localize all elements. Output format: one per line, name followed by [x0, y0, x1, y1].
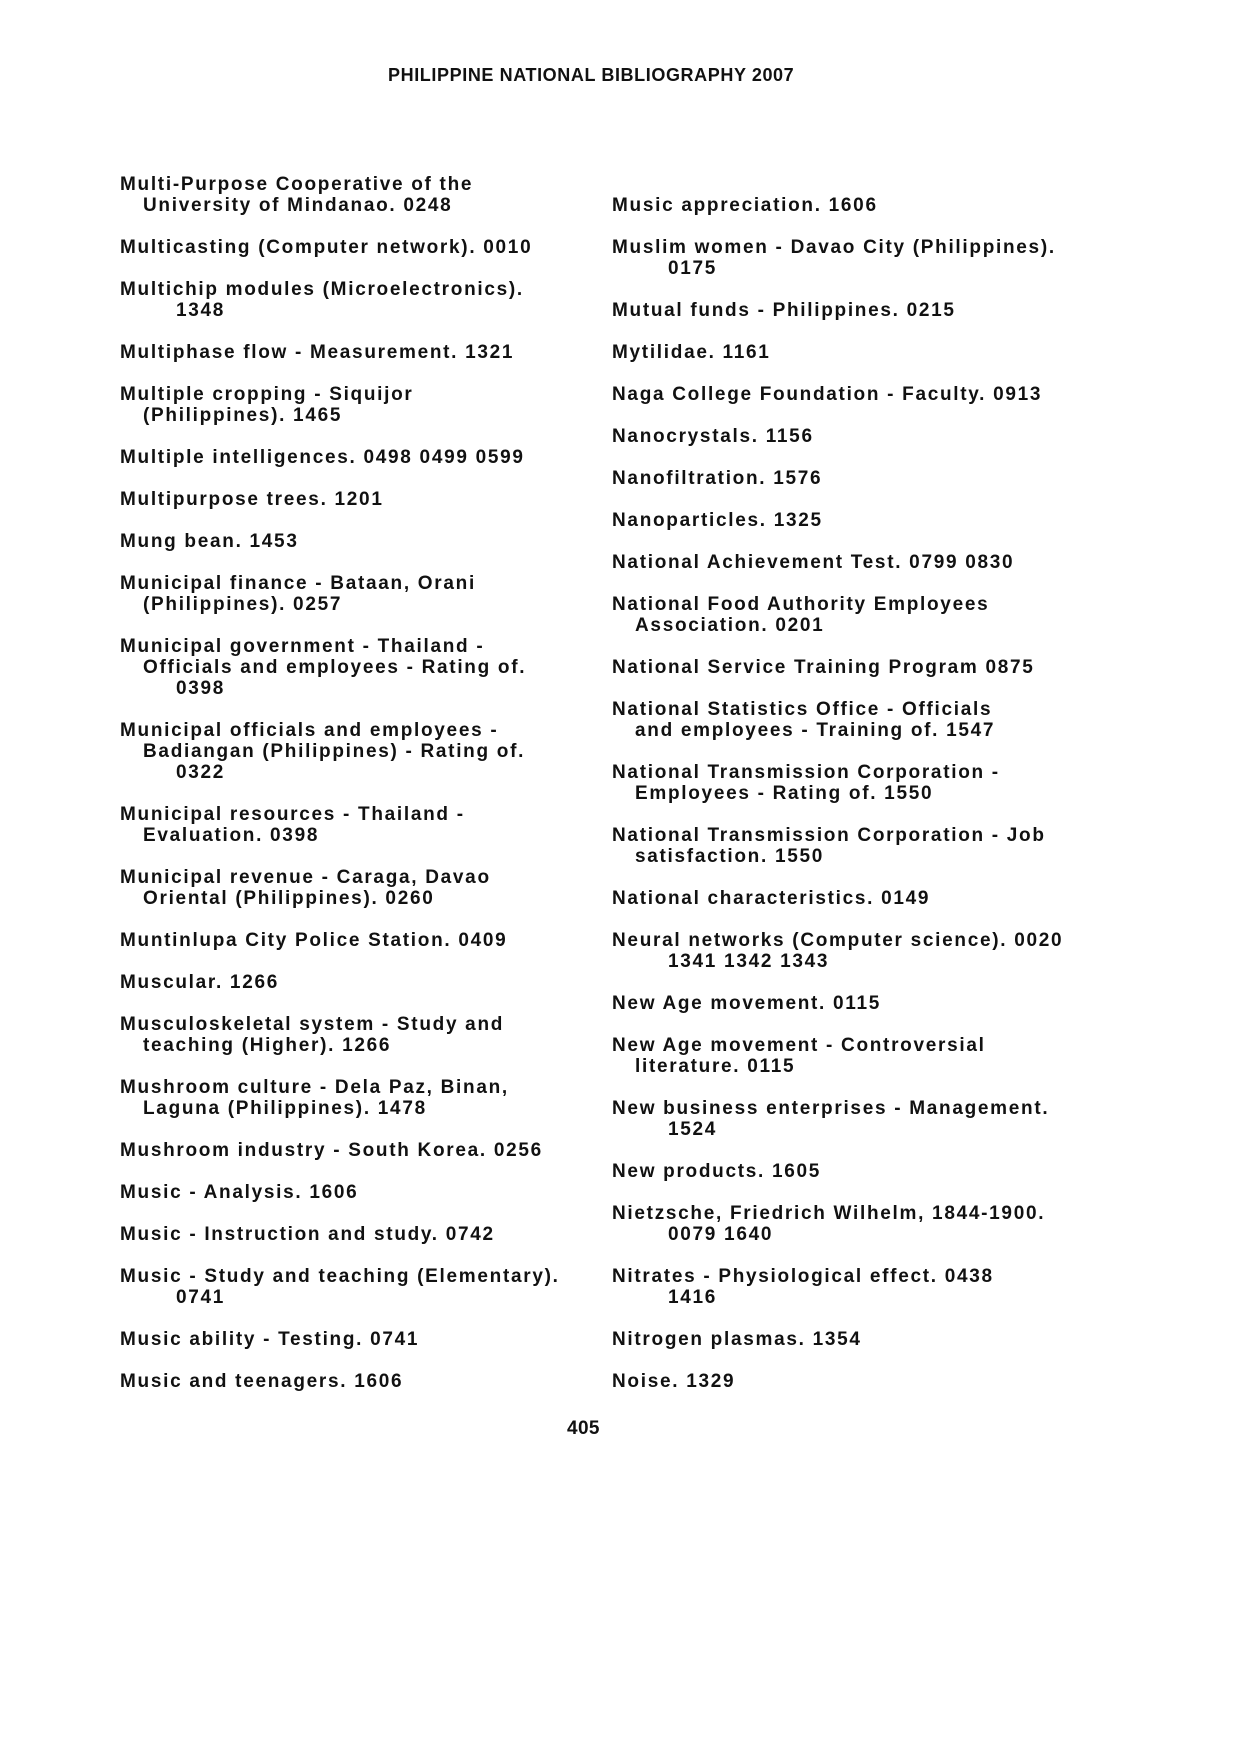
heading-line: Muslim women - Davao City (Philippines). — [612, 237, 1056, 258]
continuation-line: teaching (Higher). 1266 — [143, 1035, 392, 1056]
continuation-line: satisfaction. 1550 — [635, 846, 825, 867]
index-entry — [612, 468, 1212, 489]
heading-line: Naga College Foundation - Faculty. 0913 — [612, 384, 1043, 405]
index-entry — [120, 237, 600, 258]
index-entry — [120, 636, 600, 699]
heading-line: Municipal resources - Thailand - — [120, 804, 465, 825]
index-entry — [612, 300, 1212, 321]
heading-line: National Achievement Test. 0799 0830 — [612, 552, 1015, 573]
heading-line: Music and teenagers. 1606 — [120, 1371, 404, 1392]
index-entry — [612, 1098, 1212, 1140]
heading-line: Nietzsche, Friedrich Wilhelm, 1844-1900. — [612, 1203, 1046, 1224]
continuation-line: 0398 — [176, 678, 226, 699]
index-entry — [120, 174, 600, 216]
continuation-line: Employees - Rating of. 1550 — [635, 783, 934, 804]
heading-line: Music - Study and teaching (Elementary). — [120, 1266, 560, 1287]
index-entry — [612, 699, 1212, 741]
index-entry — [612, 426, 1212, 447]
index-entry — [120, 342, 600, 363]
index-entry — [120, 1077, 600, 1119]
continuation-line: Oriental (Philippines). 0260 — [143, 888, 435, 909]
heading-line: National Service Training Program 0875 — [612, 657, 1035, 678]
heading-line: New Age movement. 0115 — [612, 993, 882, 1014]
continuation-line: 1416 — [668, 1287, 718, 1308]
continuation-line: (Philippines). 1465 — [143, 405, 343, 426]
index-entry — [120, 930, 600, 951]
continuation-line: 0322 — [176, 762, 226, 783]
heading-line: Mung bean. 1453 — [120, 531, 299, 552]
continuation-line: Officials and employees - Rating of. — [143, 657, 527, 678]
left-column — [120, 174, 600, 1413]
index-entry — [120, 1014, 600, 1056]
continuation-line: 1341 1342 1343 — [668, 951, 830, 972]
heading-line: Music - Instruction and study. 0742 — [120, 1224, 495, 1245]
heading-line: Nanocrystals. 1156 — [612, 426, 814, 447]
heading-line: Musculoskeletal system - Study and — [120, 1014, 505, 1035]
heading-line: Municipal officials and employees - — [120, 720, 499, 741]
index-entry — [612, 510, 1212, 531]
heading-line: Multi-Purpose Cooperative of the — [120, 174, 474, 195]
index-entry — [612, 384, 1212, 405]
index-entry — [120, 1224, 600, 1245]
continuation-line: Evaluation. 0398 — [143, 825, 320, 846]
heading-line: Neural networks (Computer science). 0020 — [612, 930, 1064, 951]
heading-line: Muntinlupa City Police Station. 0409 — [120, 930, 508, 951]
index-entry — [120, 867, 600, 909]
index-entry — [612, 1371, 1212, 1392]
index-entry — [612, 594, 1212, 636]
index-entry — [612, 930, 1212, 972]
page-number: 405 — [567, 1418, 600, 1439]
heading-line: Multiple intelligences. 0498 0499 0599 — [120, 447, 525, 468]
continuation-line: University of Mindanao. 0248 — [143, 195, 453, 216]
index-entry — [612, 195, 1212, 216]
index-entry — [612, 1266, 1212, 1308]
index-entry — [612, 552, 1212, 573]
index-entry — [612, 825, 1212, 867]
heading-line: National characteristics. 0149 — [612, 888, 931, 909]
index-entry — [612, 1161, 1212, 1182]
heading-line: Music appreciation. 1606 — [612, 195, 878, 216]
heading-line: Mushroom industry - South Korea. 0256 — [120, 1140, 543, 1161]
continuation-line: 0741 — [176, 1287, 226, 1308]
heading-line: National Transmission Corporation - Job — [612, 825, 1046, 846]
continuation-line: Badiangan (Philippines) - Rating of. — [143, 741, 526, 762]
continuation-line: literature. 0115 — [635, 1056, 796, 1077]
index-entry — [120, 1266, 600, 1308]
index-entry — [120, 1329, 600, 1350]
continuation-line: 0079 1640 — [668, 1224, 774, 1245]
heading-line: Nitrogen plasmas. 1354 — [612, 1329, 862, 1350]
continuation-line: Laguna (Philippines). 1478 — [143, 1098, 427, 1119]
heading-line: Municipal revenue - Caraga, Davao — [120, 867, 491, 888]
heading-line: Multipurpose trees. 1201 — [120, 489, 384, 510]
index-entry — [612, 1329, 1212, 1350]
index-entry — [120, 972, 600, 993]
heading-line: New products. 1605 — [612, 1161, 822, 1182]
heading-line: Municipal finance - Bataan, Orani — [120, 573, 476, 594]
heading-line: Nanofiltration. 1576 — [612, 468, 823, 489]
heading-line: New Age movement - Controversial — [612, 1035, 986, 1056]
index-entry — [120, 489, 600, 510]
index-entry — [612, 1035, 1212, 1077]
heading-line: Noise. 1329 — [612, 1371, 736, 1392]
heading-line: National Transmission Corporation - — [612, 762, 1000, 783]
heading-line: Multiple cropping - Siquijor — [120, 384, 414, 405]
index-entry — [612, 657, 1212, 678]
continuation-line: and employees - Training of. 1547 — [635, 720, 996, 741]
index-entry — [612, 1203, 1212, 1245]
heading-line: National Statistics Office - Officials — [612, 699, 993, 720]
heading-line: Muscular. 1266 — [120, 972, 279, 993]
index-entry — [120, 1371, 600, 1392]
heading-line: Mutual funds - Philippines. 0215 — [612, 300, 956, 321]
continuation-line: (Philippines). 0257 — [143, 594, 343, 615]
index-entry — [120, 720, 600, 783]
running-header: PHILIPPINE NATIONAL BIBLIOGRAPHY 2007 — [388, 65, 795, 85]
index-entry — [612, 237, 1212, 279]
index-entry — [120, 573, 600, 615]
heading-line: Nitrates - Physiological effect. 0438 — [612, 1266, 994, 1287]
continuation-line: 1348 — [176, 300, 226, 321]
index-entry — [120, 1182, 600, 1203]
right-column — [612, 195, 1212, 1413]
index-entry — [612, 762, 1212, 804]
heading-line: Multicasting (Computer network). 0010 — [120, 237, 533, 258]
index-entry — [612, 342, 1212, 363]
index-entry — [612, 888, 1212, 909]
heading-line: Music ability - Testing. 0741 — [120, 1329, 420, 1350]
index-entry — [120, 447, 600, 468]
index-entry — [120, 279, 600, 321]
index-entry — [120, 384, 600, 426]
continuation-line: 1524 — [668, 1119, 718, 1140]
heading-line: Multiphase flow - Measurement. 1321 — [120, 342, 515, 363]
index-entry — [120, 804, 600, 846]
continuation-line: 0175 — [668, 258, 718, 279]
heading-line: Mushroom culture - Dela Paz, Binan, — [120, 1077, 509, 1098]
heading-line: Mytilidae. 1161 — [612, 342, 771, 363]
heading-line: Municipal government - Thailand - — [120, 636, 485, 657]
index-entry — [120, 531, 600, 552]
heading-line: Music - Analysis. 1606 — [120, 1182, 359, 1203]
heading-line: Multichip modules (Microelectronics). — [120, 279, 524, 300]
index-entry — [120, 1140, 600, 1161]
heading-line: New business enterprises - Management. — [612, 1098, 1050, 1119]
heading-line: Nanoparticles. 1325 — [612, 510, 823, 531]
index-entry — [612, 993, 1212, 1014]
continuation-line: Association. 0201 — [635, 615, 825, 636]
heading-line: National Food Authority Employees — [612, 594, 990, 615]
